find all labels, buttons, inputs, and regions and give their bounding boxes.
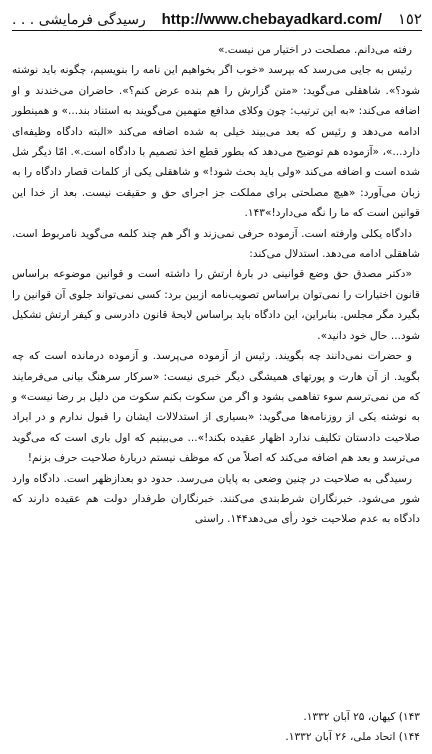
block-quote: «دکتر مصدق حق وضع قوانینی در بارهٔ ارتش را داشته است و قوانین موضوعه براساس قانون اختیارات را نمی‌توان براساس تصویب‌نامه ازبین برد: کسی نمی‌تواند جلوی آن قوانین را بگیرد مگر مجلس. بنابراین، این دادگاه باید براساس لایحهٔ قانون دادرسی و کیفر ارتش تشکیل شود... حال خود دانید». xyxy=(12,268,420,342)
paragraph: رفته می‌دانم. مصلحت در اختیار من نیست.» xyxy=(217,44,412,56)
paragraph: دادگاه یکلی وارفته است. آزموده حرفی نمی‌زند و اگر هم چند کلمه می‌گوید نامربوط است. شاهقلی ادامه می‌دهد. استدلال می‌کند: xyxy=(12,227,420,261)
page-number: ١٥٢ xyxy=(397,10,422,28)
footnote: ١۴٣) کیهان، ٢۵ آبان ١٣٣٢. xyxy=(303,711,420,723)
body-text xyxy=(12,40,420,530)
page-header xyxy=(12,6,422,31)
paragraph: رئیس به جایی می‌رسد که بپرسد «خوب اگر بخواهیم این نامه را بنویسیم، چگونه باید نوشته شود؟». شاهقلی می‌گوید: «متن گزارش را هم بنده عرض کنم؟». حاضران می‌خندند و او اضافه می‌کند: «به این ترتیب: چون وکلای مدافع متهمین می‌گویند به استناد بند...» و همینطور ادامه می‌دهد و رئیس که بعد می‌بیند خیلی به شده اضافه می‌کند «البته دادگاه وظیفه‌ای دارد...»، «آزموده هم توضیح می‌دهد که بطور قطع اخذ تصمیم با دادگاه است.». امّا دیگر شل شده است و اضافه می‌کند «ولی باید بحث شود!» و شاهقلی یکی از کلمات قصار دادگاه را به زبان می‌آورد: «هیچ مصلحتی برای مملکت جز اجرای حق و حقیقت نیست. بعد از خدا این قوانین است که ما را نگه می‌دارد!»١۴٣. xyxy=(12,64,420,220)
footnotes xyxy=(12,707,420,747)
footnote: ١۴۴) اتحاد ملی، ٢۶ آبان ١٣٣٢. xyxy=(285,731,420,743)
header-url: http://www.chebayadkard.com/ xyxy=(161,11,382,28)
paragraph: و حضرات نمی‌دانند چه بگویند. رئیس از آزموده می‌پرسد. و آزموده درمانده است که چه بگوید. از آن هارت و پورتهای همیشگی دیگر خبری نیست: «سرکار سرهنگ بیانی می‌فرمایند که من نمی‌ترسم سوء تفاهمی بشود و اگر من سکوت بکنم سکوت من دلیل بر رضا نیست» و به نوشته یکی از روزنامه‌ها می‌گوید: «بسیاری از استدلالات ایشان را قبول ندارم و در ایراد صلاحیت دادستان تکلیف ندارد اظهار عقیده بکند!»... می‌بینیم که اول باری است که می‌گوید می‌ترسد و بعد هم اضافه می‌کند که اصلاً من که موظف نیستم دربارهٔ صلاحیت حرف بزنم! xyxy=(12,350,420,465)
paragraph: رسیدگی به صلاحیت در چنین وضعی به پایان می‌رسد. حدود دو بعدازظهر است. دادگاه وارد شور می‌شود. خبرنگاران شرط‌بندی می‌کنند. خبرنگاران طرفدار دولت هم عقیده دارند که دادگاه به عدم صلاحیت خود رأی می‌دهد١۴۴. راستی xyxy=(12,472,420,526)
running-title: رسیدگی فرمایشی . . . xyxy=(12,12,146,28)
